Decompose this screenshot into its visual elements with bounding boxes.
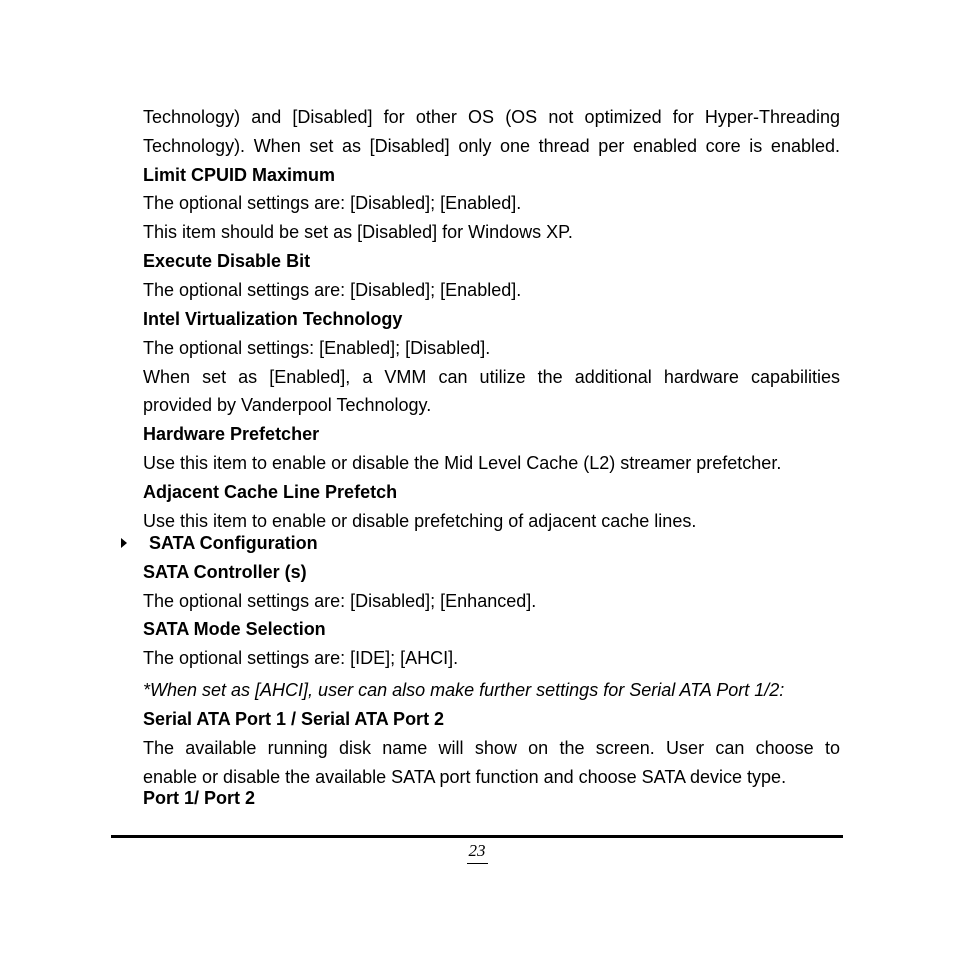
limit-cpuid-text-2: This item should be set as [Disabled] for Windows XP. (143, 222, 573, 242)
sata-configuration-bullet (119, 532, 318, 554)
footer-rule (111, 835, 843, 838)
port12-heading: Port 1/ Port 2 (143, 788, 256, 808)
serial-ata-port-heading: Serial ATA Port 1 / Serial ATA Port 2 (143, 709, 445, 729)
execute-disable-heading: Execute Disable Bit (143, 251, 311, 271)
page-number (0, 840, 954, 864)
sata-configuration-heading: SATA Configuration (149, 532, 318, 553)
intel-vt-text-2: When set as [Enabled], a VMM can utilize the additional hardware capabilities (143, 367, 840, 387)
adjacent-cache-heading: Adjacent Cache Line Prefetch (143, 482, 398, 502)
intel-vt-heading: Intel Virtualization Technology (143, 309, 403, 329)
triangle-right-icon (121, 538, 127, 548)
intro-line-2: Technology). When set as [Disabled] only one thread per enabled core is enabled. (143, 136, 840, 156)
hw-prefetcher-heading: Hardware Prefetcher (143, 424, 320, 444)
sata-mode-heading: SATA Mode Selection (143, 619, 326, 639)
intel-vt-text-1: The optional settings: [Enabled]; [Disabled]. (143, 338, 491, 358)
limit-cpuid-heading: Limit CPUID Maximum (143, 165, 336, 185)
hw-prefetcher-text-1: Use this item to enable or disable the Mid Level Cache (L2) streamer prefetcher. (143, 453, 782, 473)
sata-mode-note: *When set as [AHCI], user can also make further settings for Serial ATA Port 1/2: (143, 680, 785, 700)
execute-disable-text-1: The optional settings are: [Disabled]; [Enabled]. (143, 280, 522, 300)
sata-controller-text-1: The optional settings are: [Disabled]; [Enhanced]. (143, 591, 537, 611)
serial-ata-port-text-1: The available running disk name will show on the screen. User can choose to (143, 738, 840, 758)
page-number-text: 23 (467, 840, 488, 864)
sata-controller-heading: SATA Controller (s) (143, 562, 307, 582)
limit-cpuid-text-1: The optional settings are: [Disabled]; [Enabled]. (143, 193, 522, 213)
serial-ata-port-text-2: enable or disable the available SATA port function and choose SATA device type. (143, 767, 787, 787)
sata-mode-text-1: The optional settings are: [IDE]; [AHCI]. (143, 648, 459, 668)
intro-line-1: Technology) and [Disabled] for other OS (OS not optimized for Hyper-Threading (143, 107, 840, 127)
adjacent-cache-text-1: Use this item to enable or disable prefetching of adjacent cache lines. (143, 511, 697, 531)
intel-vt-text-3: provided by Vanderpool Technology. (143, 395, 432, 415)
